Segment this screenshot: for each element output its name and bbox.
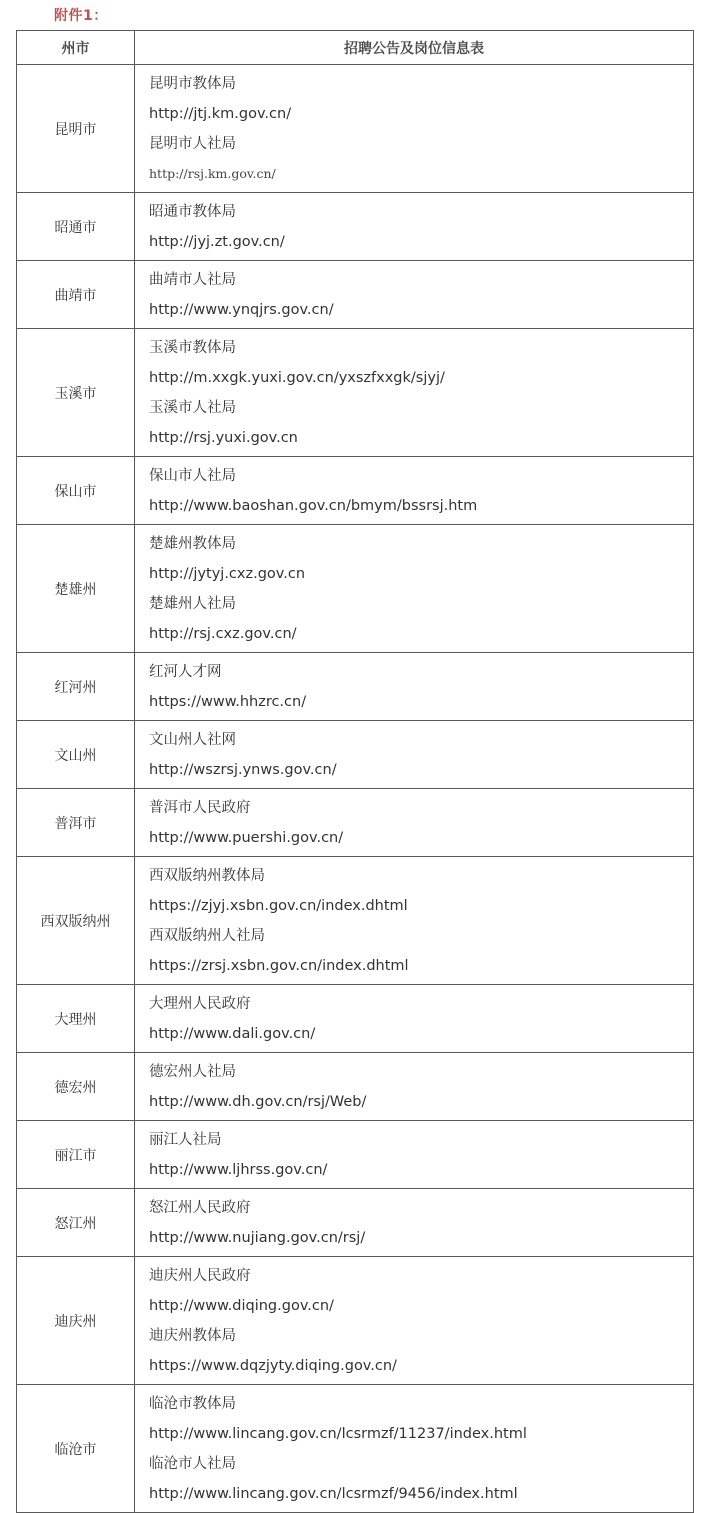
agency-name: 玉溪市教体局 (149, 340, 236, 356)
agency-name: 大理州人民政府 (149, 996, 251, 1012)
website-url[interactable]: http://m.xxgk.yuxi.gov.cn/yxszfxxgk/sjyj/ (149, 370, 445, 386)
info-cell (135, 457, 694, 525)
agency-name: 昭通市教体局 (149, 204, 236, 220)
table-row (17, 457, 694, 525)
website-url[interactable]: http://rsj.cxz.gov.cn/ (149, 626, 297, 642)
website-url[interactable]: https://www.dqzjyty.diqing.gov.cn/ (149, 1358, 397, 1374)
table-body (17, 65, 694, 1513)
website-url[interactable]: http://jytyj.cxz.gov.cn (149, 566, 306, 582)
info-cell (135, 1257, 694, 1385)
city-cell: 怒江州 (17, 1189, 135, 1257)
city-cell: 昆明市 (17, 65, 135, 193)
table-row (17, 721, 694, 789)
agency-name: 迪庆州人民政府 (149, 1268, 251, 1284)
info-cell (135, 193, 694, 261)
table-row (17, 1053, 694, 1121)
agency-name: 迪庆州教体局 (149, 1328, 236, 1344)
agency-name: 文山州人社网 (149, 732, 236, 748)
website-url[interactable]: https://www.hhzrc.cn/ (149, 694, 307, 710)
table-row (17, 261, 694, 329)
table-row (17, 1189, 694, 1257)
city-cell: 文山州 (17, 721, 135, 789)
table-row (17, 525, 694, 653)
table-header-row (17, 31, 694, 65)
website-url[interactable]: http://www.diqing.gov.cn/ (149, 1298, 334, 1314)
website-url[interactable]: http://www.baoshan.gov.cn/bmym/bssrsj.htm (149, 498, 478, 514)
website-url[interactable]: http://jyj.zt.gov.cn/ (149, 234, 285, 250)
website-url[interactable]: http://wszrsj.ynws.gov.cn/ (149, 762, 337, 778)
agency-name: 怒江州人民政府 (149, 1200, 251, 1216)
agency-name: 玉溪市人社局 (149, 400, 236, 416)
info-cell (135, 721, 694, 789)
website-url[interactable]: http://www.puershi.gov.cn/ (149, 830, 344, 846)
website-url[interactable]: http://www.lincang.gov.cn/lcsrmzf/11237/index.html (149, 1426, 527, 1442)
agency-name: 丽江人社局 (149, 1132, 222, 1148)
city-cell: 昭通市 (17, 193, 135, 261)
agency-name: 临沧市教体局 (149, 1396, 236, 1412)
agency-name: 普洱市人民政府 (149, 800, 251, 816)
website-url[interactable]: http://www.lincang.gov.cn/lcsrmzf/9456/index.html (149, 1486, 518, 1502)
city-cell: 丽江市 (17, 1121, 135, 1189)
info-cell (135, 1121, 694, 1189)
city-cell: 迪庆州 (17, 1257, 135, 1385)
table-row (17, 65, 694, 193)
city-cell: 西双版纳州 (17, 857, 135, 985)
table-row (17, 1385, 694, 1513)
info-cell (135, 985, 694, 1053)
website-url[interactable]: https://zrsj.xsbn.gov.cn/index.dhtml (149, 958, 409, 974)
table-row (17, 1121, 694, 1189)
info-cell (135, 261, 694, 329)
info-cell (135, 1189, 694, 1257)
agency-name: 楚雄州教体局 (149, 536, 236, 552)
attachment-heading: 附件1： (54, 8, 108, 24)
agency-name: 西双版纳州教体局 (149, 868, 265, 884)
info-cell (135, 857, 694, 985)
table-row (17, 193, 694, 261)
table-row (17, 985, 694, 1053)
website-url[interactable]: http://www.dh.gov.cn/rsj/Web/ (149, 1094, 367, 1110)
agency-name: 楚雄州人社局 (149, 596, 236, 612)
city-cell: 玉溪市 (17, 329, 135, 457)
info-cell (135, 525, 694, 653)
website-url[interactable]: http://jtj.km.gov.cn/ (149, 106, 292, 122)
agency-name: 德宏州人社局 (149, 1064, 236, 1080)
table-row (17, 329, 694, 457)
website-url[interactable]: http://www.dali.gov.cn/ (149, 1026, 316, 1042)
info-cell (135, 1385, 694, 1513)
city-cell: 普洱市 (17, 789, 135, 857)
agency-name: 临沧市人社局 (149, 1456, 236, 1472)
city-cell: 临沧市 (17, 1385, 135, 1513)
city-cell: 曲靖市 (17, 261, 135, 329)
city-cell: 楚雄州 (17, 525, 135, 653)
agency-name: 昆明市教体局 (149, 76, 236, 92)
website-url[interactable]: http://www.nujiang.gov.cn/rsj/ (149, 1230, 366, 1246)
website-url[interactable]: https://zjyj.xsbn.gov.cn/index.dhtml (149, 898, 408, 914)
recruitment-info-table (16, 30, 694, 1513)
info-cell (135, 653, 694, 721)
website-url[interactable]: http://rsj.yuxi.gov.cn (149, 430, 298, 446)
header-city: 州市 (17, 31, 135, 65)
agency-name: 昆明市人社局 (149, 136, 236, 152)
website-url[interactable]: http://www.ljhrss.gov.cn/ (149, 1162, 328, 1178)
table-row (17, 1257, 694, 1385)
info-cell (135, 329, 694, 457)
agency-name: 曲靖市人社局 (149, 272, 236, 288)
table-row (17, 653, 694, 721)
city-cell: 保山市 (17, 457, 135, 525)
info-cell (135, 65, 694, 193)
info-cell (135, 789, 694, 857)
agency-name: 西双版纳州人社局 (149, 928, 265, 944)
table-row (17, 857, 694, 985)
agency-name: 保山市人社局 (149, 468, 236, 484)
city-cell: 红河州 (17, 653, 135, 721)
city-cell: 大理州 (17, 985, 135, 1053)
agency-name: 红河人才网 (149, 664, 222, 680)
info-cell (135, 1053, 694, 1121)
header-info: 招聘公告及岗位信息表 (135, 31, 694, 65)
website-url[interactable]: http://www.ynqjrs.gov.cn/ (149, 302, 334, 318)
city-cell: 德宏州 (17, 1053, 135, 1121)
website-url[interactable]: http://rsj.km.gov.cn/ (149, 166, 276, 181)
table-row (17, 789, 694, 857)
